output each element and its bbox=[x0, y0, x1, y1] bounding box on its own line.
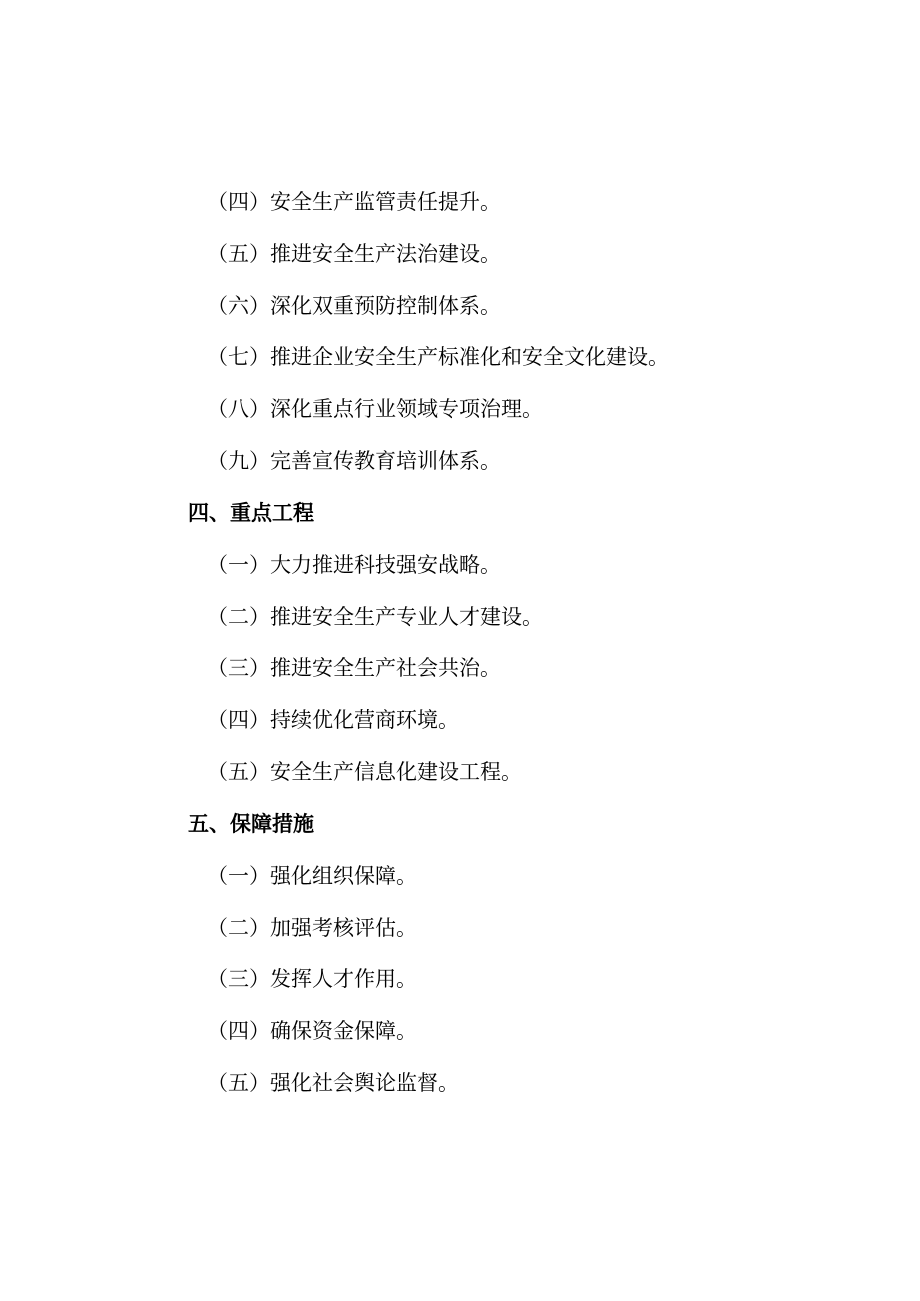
list-item: （六）深化双重预防控制体系。 bbox=[207, 294, 501, 318]
list-item: （五）安全生产信息化建设工程。 bbox=[207, 760, 522, 784]
list-item: （四）确保资金保障。 bbox=[207, 1019, 417, 1043]
list-item: （一）大力推进科技强安战略。 bbox=[207, 553, 501, 577]
list-item: （四）持续优化营商环境。 bbox=[207, 708, 459, 732]
section-heading-key-projects: 四、重点工程 bbox=[188, 501, 314, 525]
list-item: （九）完善宣传教育培训体系。 bbox=[207, 449, 501, 473]
list-item: （三）发挥人才作用。 bbox=[207, 967, 417, 991]
list-item: （七）推进企业安全生产标准化和安全文化建设。 bbox=[207, 345, 669, 369]
list-item: （三）推进安全生产社会共治。 bbox=[207, 656, 501, 680]
list-item: （一）强化组织保障。 bbox=[207, 864, 417, 888]
list-item: （二）加强考核评估。 bbox=[207, 916, 417, 940]
list-item: （八）深化重点行业领域专项治理。 bbox=[207, 397, 543, 421]
list-item: （五）强化社会舆论监督。 bbox=[207, 1071, 459, 1095]
list-item: （二）推进安全生产专业人才建设。 bbox=[207, 605, 543, 629]
list-item: （五）推进安全生产法治建设。 bbox=[207, 242, 501, 266]
list-item: （四）安全生产监管责任提升。 bbox=[207, 190, 501, 214]
section-heading-safeguards: 五、保障措施 bbox=[188, 812, 314, 836]
